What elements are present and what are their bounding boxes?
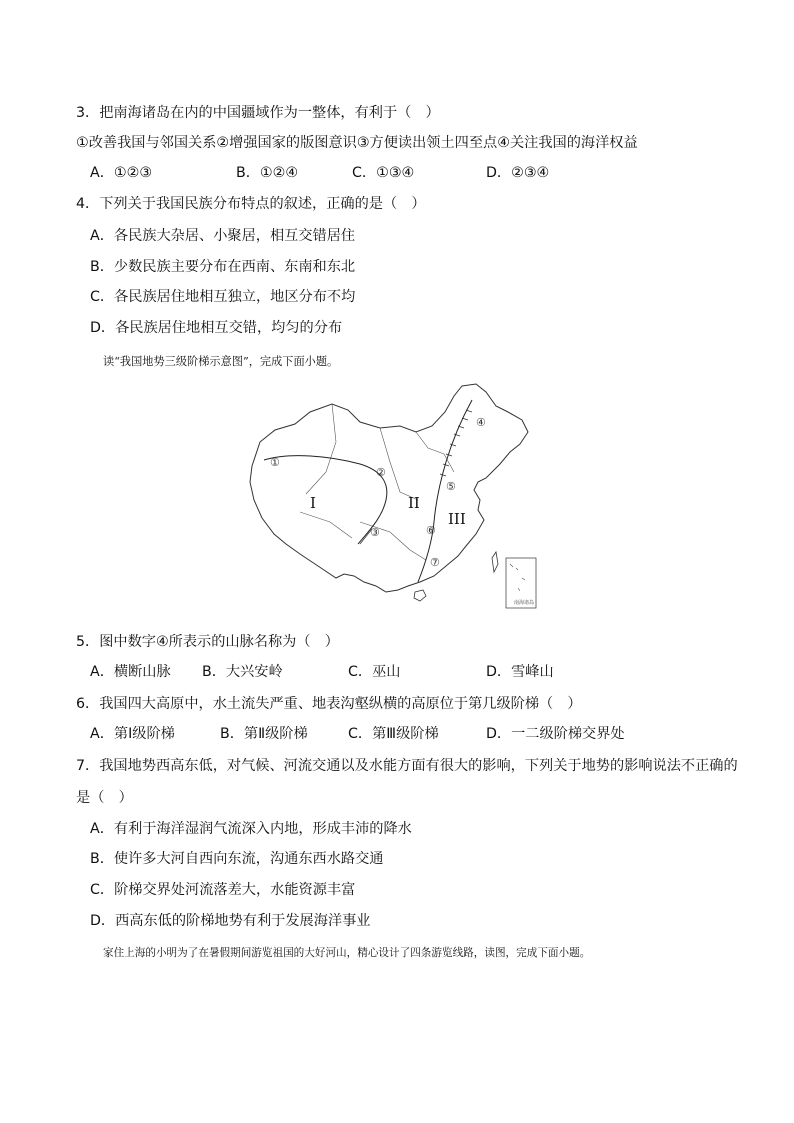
q4-option-c: C．各民族居住地相互独立，地区分布不均 bbox=[90, 289, 356, 305]
q7-stem-line1: 7．我国地势西高东低，对气候、河流交通以及水能方面有很大的影响，下列关于地势的影响说法不正确的 bbox=[76, 758, 738, 774]
q6-option-d: D．一二级阶梯交界处 bbox=[486, 726, 625, 742]
map-label-1: ① bbox=[270, 456, 280, 469]
q6-options bbox=[90, 724, 730, 744]
china-outline bbox=[250, 384, 528, 592]
map-intro: 读“我国地势三级阶梯示意图”，完成下面小题。 bbox=[103, 355, 339, 368]
q3-option-b: B．①②④ bbox=[236, 165, 299, 181]
step-2-label: II bbox=[408, 494, 420, 512]
q5-option-d: D．雪峰山 bbox=[486, 664, 554, 680]
q7-option-d: D．西高东低的阶梯地势有利于发展海洋事业 bbox=[90, 913, 371, 929]
map-label-2: ② bbox=[376, 466, 386, 479]
step-3-label: III bbox=[448, 510, 466, 528]
inset-caption: 南海诸岛 bbox=[514, 600, 535, 606]
map-label-6: ⑥ bbox=[426, 524, 436, 537]
q5-option-c: C．巫山 bbox=[348, 664, 401, 680]
q4-option-a: A．各民族大杂居、小聚居，相互交错居住 bbox=[90, 228, 356, 244]
q6-stem: 6．我国四大高原中，水土流失严重、地表沟壑纵横的高原位于第几级阶梯（ ） bbox=[76, 696, 582, 712]
map-label-3: ③ bbox=[370, 526, 380, 539]
q5-option-b: B．大兴安岭 bbox=[202, 664, 283, 680]
q5-stem: 5．图中数字④所表示的山脉名称为（ ） bbox=[76, 634, 339, 650]
q7-option-b: B．使许多大河自西向东流，沟通东西水路交通 bbox=[90, 851, 384, 867]
q4-stem: 4．下列关于我国民族分布特点的叙述，正确的是（ ） bbox=[76, 196, 426, 212]
route-intro: 家住上海的小明为了在暑假期间游览祖国的大好河山，精心设计了四条游览线路，读图，完成下面小题。 bbox=[103, 947, 591, 959]
q7-option-a: A．有利于海洋湿润气流深入内地，形成丰沛的降水 bbox=[90, 821, 412, 837]
q3-option-a: A．①②③ bbox=[90, 165, 153, 181]
q7-option-c: C．阶梯交界处河流落差大，水能资源丰富 bbox=[90, 882, 356, 898]
q3-stem: 3．把南海诸岛在内的中国疆域作为一整体，有利于（ ） bbox=[76, 105, 440, 121]
q6-option-a: A．第Ⅰ级阶梯 bbox=[90, 726, 175, 742]
q5-option-a: A．横断山脉 bbox=[90, 664, 171, 680]
map-label-7: ⑦ bbox=[430, 556, 440, 569]
q3-statements: ①改善我国与邻国关系②增强国家的版图意识③方便读出领土四至点④关注我国的海洋权益 bbox=[76, 135, 638, 151]
map-label-5: ⑤ bbox=[446, 480, 456, 493]
map-label-4: ④ bbox=[476, 416, 486, 429]
q3-option-d: D．②③④ bbox=[486, 165, 550, 181]
q4-option-d: D．各民族居住地相互交错，均匀的分布 bbox=[90, 320, 343, 336]
q5-options bbox=[90, 662, 690, 682]
step-1-label: I bbox=[310, 494, 316, 512]
terrain-steps-map bbox=[240, 382, 540, 614]
q6-option-c: C．第Ⅲ级阶梯 bbox=[348, 726, 439, 742]
q7-stem-line2: 是（ ） bbox=[76, 790, 133, 806]
q6-option-b: B．第Ⅱ级阶梯 bbox=[220, 726, 308, 742]
q3-option-c: C．①③④ bbox=[352, 165, 415, 181]
q4-option-b: B．少数民族主要分布在西南、东南和东北 bbox=[90, 259, 356, 275]
q3-options bbox=[90, 163, 690, 183]
